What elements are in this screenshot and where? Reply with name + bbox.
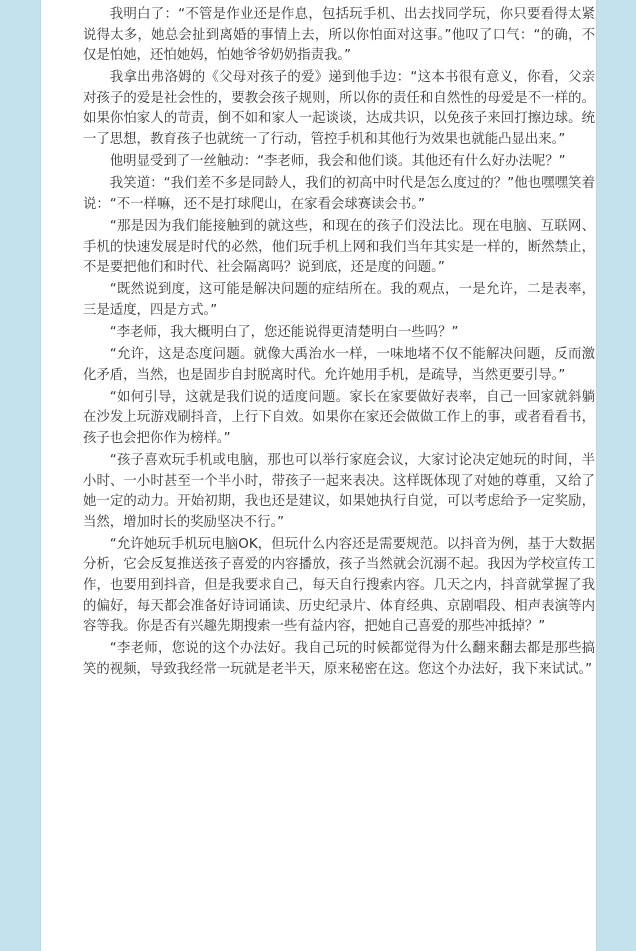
paragraph: “李老师，您说的这个办法好。我自己玩的时候都觉得为什么翻来翻去都是那些搞笑的视频，导致我经常一玩就是老半天，原来秘密在这。您这个办法好，我下来试试。” [83,641,595,677]
paragraph: 他明显受到了一丝触动：“李老师，我会和他们谈。其他还有什么好办法呢？” [109,154,566,170]
paragraph: “如何引导，这就是我们说的适度问题。家长在家要做好表率，自己一回家就斜躺在沙发上玩游戏刷抖音，上行下自效。如果你在家还会做做工作上的事，或者看看书，孩子也会把你作为榜样。” [83,389,595,446]
paragraph: “允许，这是态度问题。就像大禹治水一样，一味地堵不仅不能解决问题，反而激化矛盾，当然，也是固步自封脱离时代。允许她用手机，是疏导，当然更要引导。” [83,347,595,383]
paragraph: “既然说到度，这可能是解决问题的症结所在。我的观点，一是允许，二是表率，三是适度，四是方式。” [83,282,595,318]
article-body [83,5,595,682]
paragraph: 我拿出弗洛姆的《父母对孩子的爱》递到他手边：“这本书很有意义，你看，父亲对孩子的爱是社会性的，要教会孩子规则，所以你的责任和自然性的母爱是不一样的。如果你怕家人的苛责，倒不如和家人一起谈谈，达成共识，以免孩子来回打擦边球。统一了思想，教育孩子也就统一了行动，管控手机和其他行为效果也就能凸显出来。” [83,70,595,148]
paragraph: “允许她玩手机玩电脑OK，但玩什么内容还是需要规范。以抖音为例，基于大数据分析，它会反复推送孩子喜爱的内容播放，孩子当然就会沉溺不起。我因为学校宣传工作，也要用到抖音，但是我要求自己，每天自行搜索内容。几天之内，抖音就掌握了我的偏好，每天都会准备好诗词诵读、历史纪录片、体育经典、京剧唱段、相声表演等内容等我。你是否有兴趣先期搜索一些有益内容，把她自己喜爱的那些冲抵掉？” [83,536,595,635]
paragraph: “李老师，我大概明白了，您还能说得更清楚明白一些吗？” [109,324,459,340]
paragraph: 我笑道：“我们差不多是同龄人，我们的初高中时代是怎么度过的？”他也嘿嘿笑着说：“不一样嘛，还不是打球爬山，在家看会球赛读会书。” [83,176,595,212]
article-page [40,0,597,951]
paragraph: “那是因为我们能接触到的就这些，和现在的孩子们没法比。现在电脑、互联网、手机的快速发展是时代的必然，他们玩手机上网和我们当年其实是一样的，断然禁止，不是要把他们和时代、社会隔离吗？说到底，还是度的问题。” [83,218,595,276]
paragraph: “孩子喜欢玩手机或电脑，那也可以举行家庭会议，大家讨论决定她玩的时间，半小时、一小时甚至一个半小时，带孩子一起来表决。这样既体现了对她的尊重，又给了她一定的动力。开始初期，我也还是建议，如果她执行自觉，可以考虑给予一定奖励，当然，增加时长的奖励坚决不行。” [83,452,595,530]
paragraph: 我明白了：“不管是作业还是作息，包括玩手机、出去找同学玩，你只要看得太紧说得太多，她总会扯到离婚的事情上去，所以你怕面对这事。”他叹了口气：“的确，不仅是怕她，还怕她妈，怕她爷爷奶奶指责我。” [83,7,595,64]
